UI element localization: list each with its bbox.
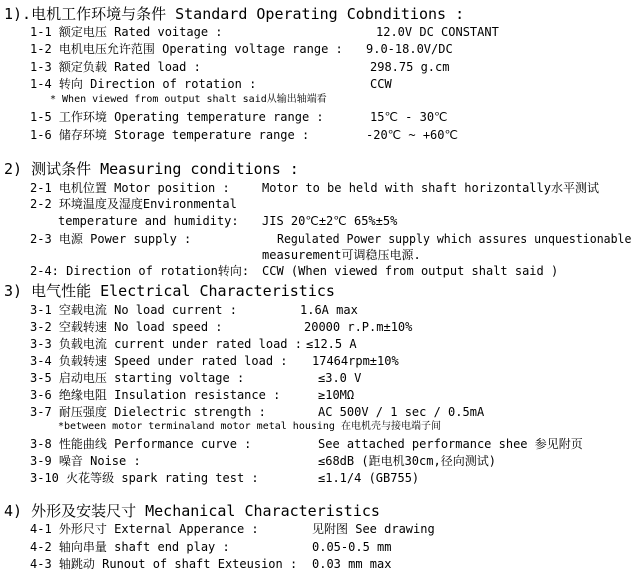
spec-label-2-2-cont: temperature and humidity: xyxy=(58,214,239,228)
spec-value-3-10: ≤1.1/4 (GB755) xyxy=(318,471,420,485)
section-3-title: 3) 电气性能 Electrical Characteristics xyxy=(4,282,335,300)
spec-value-4-1: 见附图 See drawing xyxy=(312,522,435,536)
section-2-title: 2) 测试条件 Measuring conditions : xyxy=(4,160,299,178)
spec-label-3-1: 3-1 空载电流 No load current : xyxy=(30,303,237,317)
spec-value-2-3-cont: measurement可调稳压电源. xyxy=(262,248,421,262)
spec-label-3-3: 3-3 负载电流 current under rated load : xyxy=(30,337,302,351)
spec-label-3-6: 3-6 绝缘电阻 Insulation resistance : xyxy=(30,388,281,402)
section-1-title: 1).电机工作环境与条件 Standard Operating Cobnditions : xyxy=(4,5,465,23)
spec-value-2-3: Regulated Power supply which assures unquestionable xyxy=(277,232,632,246)
spec-label-2-4: 2-4: Direction of rotation转向: xyxy=(30,264,250,278)
spec-value-1-6: -20℃ ~ +60℃ xyxy=(366,128,458,142)
spec-value-4-2: 0.05-0.5 mm xyxy=(312,540,392,554)
spec-label-3-8: 3-8 性能曲线 Performance curve : xyxy=(30,437,252,451)
spec-value-3-3: ≤12.5 A xyxy=(306,337,357,351)
spec-label-4-2: 4-2 轴向串量 shaft end play : xyxy=(30,540,230,554)
spec-value-1-3: 298.75 g.cm xyxy=(370,60,450,74)
spec-label-4-3: 4-3 轴跳动 Runout of shaft Exteusion : xyxy=(30,557,298,571)
spec-label-1-2: 1-2 电机电压允许范围 Operating voltage range : xyxy=(30,42,343,56)
section-1-note: * When viewed from output shalt said从输出轴端看 xyxy=(50,94,327,105)
spec-value-3-5: ≤3.0 V xyxy=(318,371,362,385)
spec-label-3-5: 3-5 启动电压 starting voltage : xyxy=(30,371,245,385)
spec-value-2-2: JIS 20℃±2℃ 65%±5% xyxy=(262,214,398,228)
spec-label-1-6: 1-6 储存环境 Storage temperature range : xyxy=(30,128,310,142)
spec-label-2-2: 2-2 环境温度及湿度Environmental xyxy=(30,197,237,211)
spec-value-1-5: 15℃ - 30℃ xyxy=(370,110,448,124)
spec-value-3-4: 17464rpm±10% xyxy=(312,354,399,368)
spec-value-3-6: ≥10MΩ xyxy=(318,388,355,402)
spec-label-1-4: 1-4 转向 Direction of rotation : xyxy=(30,77,257,91)
section-3-note: *between motor terminaland motor metal housing 在电机壳与接电端子间 xyxy=(58,421,441,432)
spec-label-3-9: 3-9 噪音 Noise : xyxy=(30,454,141,468)
spec-label-1-1: 1-1 额定电压 Rated voitage : xyxy=(30,25,223,39)
spec-value-3-7: AC 500V / 1 sec / 0.5mA xyxy=(318,405,485,419)
spec-value-1-1: 12.0V DC CONSTANT xyxy=(376,25,499,39)
spec-value-2-1: Motor to be held with shaft horizontally水平测试 xyxy=(262,181,599,195)
spec-label-3-7: 3-7 耐压强度 Dielectric strength : xyxy=(30,405,266,419)
spec-value-1-4: CCW xyxy=(370,77,392,91)
spec-label-3-10: 3-10 火花等级 spark rating test : xyxy=(30,471,259,485)
spec-value-3-1: 1.6A max xyxy=(300,303,358,317)
spec-label-1-3: 1-3 额定负载 Rated load : xyxy=(30,60,201,74)
spec-value-1-2: 9.0-18.0V/DC xyxy=(366,42,453,56)
spec-value-3-2: 20000 r.P.m±10% xyxy=(304,320,413,334)
spec-value-2-4: CCW (When viewed from output shalt said ) xyxy=(262,264,559,278)
spec-label-3-2: 3-2 空载转速 No load speed : xyxy=(30,320,223,334)
section-4-title: 4) 外形及安装尺寸 Mechanical Characteristics xyxy=(4,502,380,520)
spec-label-2-1: 2-1 电机位置 Motor position : xyxy=(30,181,230,195)
spec-value-3-9: ≤68dB (距电机30cm,径向测试) xyxy=(318,454,496,468)
spec-value-3-8: See attached performance shee 参见附页 xyxy=(318,437,583,451)
spec-label-4-1: 4-1 外形尺寸 External Apperance : xyxy=(30,522,259,536)
spec-label-1-5: 1-5 工作环境 Operating temperature range : xyxy=(30,110,324,124)
spec-label-2-3: 2-3 电源 Power supply : xyxy=(30,232,192,246)
spec-label-3-4: 3-4 负载转速 Speed under rated load : xyxy=(30,354,288,368)
spec-value-4-3: 0.03 mm max xyxy=(312,557,392,571)
